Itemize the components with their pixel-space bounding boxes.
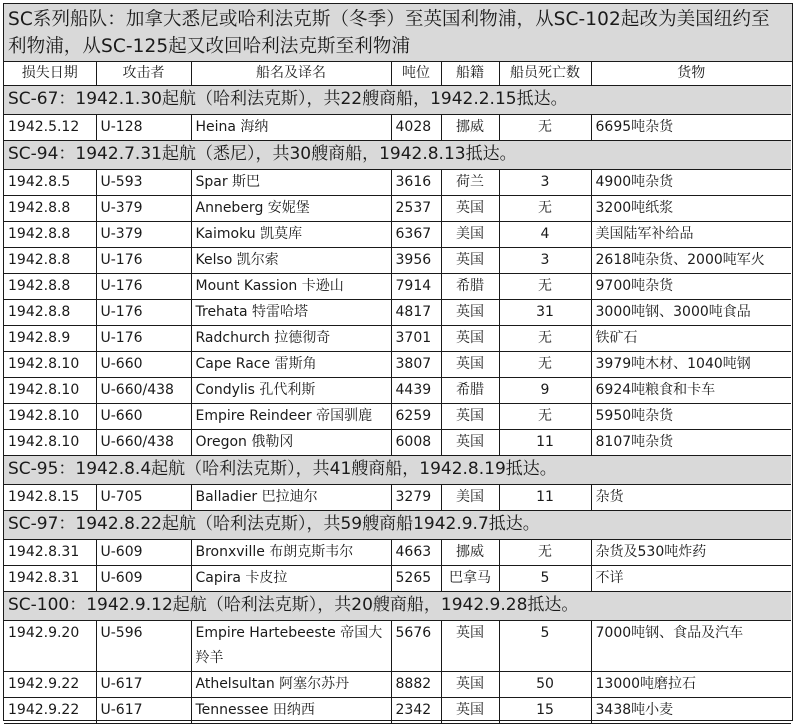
cell-crew-deaths: 3 (499, 170, 591, 196)
cell-attacker: U-176 (96, 326, 191, 352)
cell-crew-deaths: 11 (499, 430, 591, 456)
cell-ship-name: Radchurch 拉德彻奇 (191, 326, 391, 352)
cell-tonnage: 3807 (391, 352, 441, 378)
table-row (4, 540, 791, 566)
convoy-section-label: SC-100：1942.9.12起航（哈利法克斯），共20艘商船，1942.9.28抵达。 (4, 592, 791, 621)
cell-cargo: 3979吨木材、1040吨钢 (591, 352, 791, 378)
cell-attacker: U-660 (96, 404, 191, 430)
header-cargo: 货物 (591, 62, 791, 86)
cell-cargo: 美国陆军补给品 (591, 222, 791, 248)
cell-flag: 英国 (441, 621, 499, 672)
convoy-section-label: SC-94：1942.7.31起航（悉尼），共30艘商船，1942.8.13抵达。 (4, 141, 791, 170)
cell-attacker: U-660 (96, 352, 191, 378)
cell-cargo: 6695吨杂货 (591, 115, 791, 141)
cell-flag: 英国 (441, 196, 499, 222)
convoy-section-row (4, 456, 791, 485)
cell-ship-name: Tennessee 田纳西 (191, 698, 391, 724)
cell-cargo: 5950吨杂货 (591, 404, 791, 430)
cell-tonnage: 3616 (391, 170, 441, 196)
cell-cargo: 3438吨小麦 (591, 698, 791, 724)
cell-loss-date: 1942.8.10 (4, 352, 96, 378)
cell-tonnage: 6367 (391, 222, 441, 248)
header-row (4, 62, 791, 86)
cell-flag: 希腊 (441, 378, 499, 404)
table-row (4, 248, 791, 274)
table-row (4, 404, 791, 430)
cell-ship-name: Mount Kassion 卡逊山 (191, 274, 391, 300)
cell-loss-date: 1942.8.10 (4, 430, 96, 456)
cell-cargo: 3000吨钢、3000吨食品 (591, 300, 791, 326)
table-body (4, 86, 791, 724)
header-crew-deaths: 船员死亡数 (499, 62, 591, 86)
cell-flag: 英国 (441, 326, 499, 352)
convoy-section-row (4, 86, 791, 115)
table-row (4, 196, 791, 222)
cell-tonnage: 6259 (391, 404, 441, 430)
cell-crew-deaths: 无 (499, 196, 591, 222)
cell-attacker: U-379 (96, 222, 191, 248)
cell-ship-name: Bronxville 布朗克斯韦尔 (191, 540, 391, 566)
table-row (4, 485, 791, 511)
table-row (4, 430, 791, 456)
table-row (4, 274, 791, 300)
convoy-loss-table (4, 62, 791, 724)
cell-loss-date: 1942.8.8 (4, 196, 96, 222)
cell-cargo: 铁矿石 (591, 326, 791, 352)
cell-cargo: 4900吨杂货 (591, 170, 791, 196)
cell-loss-date: 1942.9.22 (4, 698, 96, 724)
cell-ship-name: Cape Race 雷斯角 (191, 352, 391, 378)
cell-ship-name: Empire Reindeer 帝国驯鹿 (191, 404, 391, 430)
cell-cargo: 不详 (591, 566, 791, 592)
cell-flag: 英国 (441, 248, 499, 274)
cell-attacker: U-596 (96, 621, 191, 672)
cell-loss-date: 1942.8.8 (4, 248, 96, 274)
cell-cargo: 9700吨杂货 (591, 274, 791, 300)
cell-crew-deaths: 无 (499, 352, 591, 378)
cell-loss-date: 1942.9.22 (4, 672, 96, 698)
table-row (4, 621, 791, 672)
header-flag: 船籍 (441, 62, 499, 86)
cell-tonnage: 4028 (391, 115, 441, 141)
cell-crew-deaths: 5 (499, 621, 591, 672)
table-row (4, 115, 791, 141)
table-row (4, 300, 791, 326)
cell-ship-name: Athelsultan 阿塞尔苏丹 (191, 672, 391, 698)
header-tonnage: 吨位 (391, 62, 441, 86)
cell-cargo: 3200吨纸浆 (591, 196, 791, 222)
table-row (4, 378, 791, 404)
cell-flag: 英国 (441, 404, 499, 430)
cell-crew-deaths: 31 (499, 300, 591, 326)
cell-flag: 美国 (441, 222, 499, 248)
cell-attacker: U-609 (96, 566, 191, 592)
cell-cargo: 杂货及530吨炸药 (591, 540, 791, 566)
cell-ship-name: Capira 卡皮拉 (191, 566, 391, 592)
cell-cargo: 7000吨钢、食品及汽车 (591, 621, 791, 672)
cell-tonnage: 4439 (391, 378, 441, 404)
header-loss-date: 损失日期 (4, 62, 96, 86)
cell-attacker: U-128 (96, 115, 191, 141)
cell-tonnage: 5676 (391, 621, 441, 672)
cell-tonnage: 6008 (391, 430, 441, 456)
cell-crew-deaths: 无 (499, 326, 591, 352)
table-row (4, 566, 791, 592)
cell-loss-date: 1942.8.15 (4, 485, 96, 511)
cell-crew-deaths: 无 (499, 404, 591, 430)
convoy-loss-table-sheet (3, 3, 793, 721)
cell-attacker: U-176 (96, 274, 191, 300)
cell-tonnage: 4817 (391, 300, 441, 326)
cell-cargo: 8107吨杂货 (591, 430, 791, 456)
cell-ship-name: Spar 斯巴 (191, 170, 391, 196)
cell-crew-deaths: 11 (499, 485, 591, 511)
cell-flag: 英国 (441, 300, 499, 326)
cell-flag: 英国 (441, 672, 499, 698)
cell-ship-name: Empire Hartebeeste 帝国大羚羊 (191, 621, 391, 672)
cell-attacker: U-176 (96, 248, 191, 274)
cell-ship-name: Heina 海纳 (191, 115, 391, 141)
table-row (4, 222, 791, 248)
table-row (4, 170, 791, 196)
cell-loss-date: 1942.8.8 (4, 274, 96, 300)
cell-loss-date: 1942.8.8 (4, 222, 96, 248)
cell-tonnage: 3701 (391, 326, 441, 352)
cell-crew-deaths: 4 (499, 222, 591, 248)
cell-loss-date: 1942.8.10 (4, 404, 96, 430)
cell-attacker: U-176 (96, 300, 191, 326)
cell-loss-date: 1942.8.8 (4, 300, 96, 326)
convoy-section-row (4, 511, 791, 540)
table-title: SC系列船队：加拿大悉尼或哈利法克斯（冬季）至英国利物浦，从SC-102起改为美国纽约至利物浦，从SC-125起又改回哈利法克斯至利物浦 (4, 4, 792, 62)
cell-attacker: U-609 (96, 540, 191, 566)
cell-flag: 英国 (441, 352, 499, 378)
table-row (4, 672, 791, 698)
cell-loss-date: 1942.5.12 (4, 115, 96, 141)
cell-cargo: 2618吨杂货、2000吨军火 (591, 248, 791, 274)
cell-tonnage: 3956 (391, 248, 441, 274)
cell-crew-deaths: 无 (499, 540, 591, 566)
cell-loss-date: 1942.9.20 (4, 621, 96, 672)
cell-crew-deaths: 50 (499, 672, 591, 698)
cell-crew-deaths: 5 (499, 566, 591, 592)
cell-loss-date: 1942.8.10 (4, 378, 96, 404)
cell-attacker: U-617 (96, 672, 191, 698)
cell-ship-name: Kelso 凯尔索 (191, 248, 391, 274)
cell-loss-date: 1942.8.31 (4, 540, 96, 566)
cell-crew-deaths: 15 (499, 698, 591, 724)
cell-tonnage: 3279 (391, 485, 441, 511)
cell-tonnage: 4663 (391, 540, 441, 566)
cell-crew-deaths: 9 (499, 378, 591, 404)
convoy-section-label: SC-97：1942.8.22起航（哈利法克斯），共59艘商船1942.9.7抵达。 (4, 511, 791, 540)
cell-tonnage: 8882 (391, 672, 441, 698)
cell-flag: 挪威 (441, 115, 499, 141)
cell-attacker: U-593 (96, 170, 191, 196)
cell-ship-name: Kaimoku 凯莫库 (191, 222, 391, 248)
table-row (4, 326, 791, 352)
cell-ship-name: Trehata 特雷哈塔 (191, 300, 391, 326)
cell-loss-date: 1942.8.31 (4, 566, 96, 592)
convoy-section-row (4, 141, 791, 170)
cell-cargo: 13000吨磨拉石 (591, 672, 791, 698)
convoy-section-row (4, 592, 791, 621)
cell-ship-name: Anneberg 安妮堡 (191, 196, 391, 222)
header-attacker: 攻击者 (96, 62, 191, 86)
cell-crew-deaths: 3 (499, 248, 591, 274)
convoy-section-label: SC-95：1942.8.4起航（哈利法克斯），共41艘商船，1942.8.19抵达。 (4, 456, 791, 485)
cell-tonnage: 5265 (391, 566, 441, 592)
cell-tonnage: 2342 (391, 698, 441, 724)
cell-loss-date: 1942.8.5 (4, 170, 96, 196)
cell-flag: 巴拿马 (441, 566, 499, 592)
cell-flag: 英国 (441, 698, 499, 724)
cell-cargo: 杂货 (591, 485, 791, 511)
cell-flag: 荷兰 (441, 170, 499, 196)
cell-cargo: 6924吨粮食和卡车 (591, 378, 791, 404)
cell-ship-name: Oregon 俄勒冈 (191, 430, 391, 456)
cell-attacker: U-617 (96, 698, 191, 724)
cell-flag: 美国 (441, 485, 499, 511)
cell-attacker: U-705 (96, 485, 191, 511)
cell-ship-name: Balladier 巴拉迪尔 (191, 485, 391, 511)
cell-attacker: U-660/438 (96, 378, 191, 404)
cell-ship-name: Condylis 孔代利斯 (191, 378, 391, 404)
header-ship-name: 船名及译名 (191, 62, 391, 86)
cell-crew-deaths: 无 (499, 274, 591, 300)
cell-tonnage: 2537 (391, 196, 441, 222)
cell-flag: 希腊 (441, 274, 499, 300)
cell-tonnage: 7914 (391, 274, 441, 300)
cell-flag: 挪威 (441, 540, 499, 566)
cell-flag: 英国 (441, 430, 499, 456)
cell-attacker: U-660/438 (96, 430, 191, 456)
cell-crew-deaths: 无 (499, 115, 591, 141)
table-row (4, 352, 791, 378)
cell-loss-date: 1942.8.9 (4, 326, 96, 352)
table-row (4, 698, 791, 724)
cell-attacker: U-379 (96, 196, 191, 222)
convoy-section-label: SC-67：1942.1.30起航（哈利法克斯），共22艘商船，1942.2.15抵达。 (4, 86, 791, 115)
